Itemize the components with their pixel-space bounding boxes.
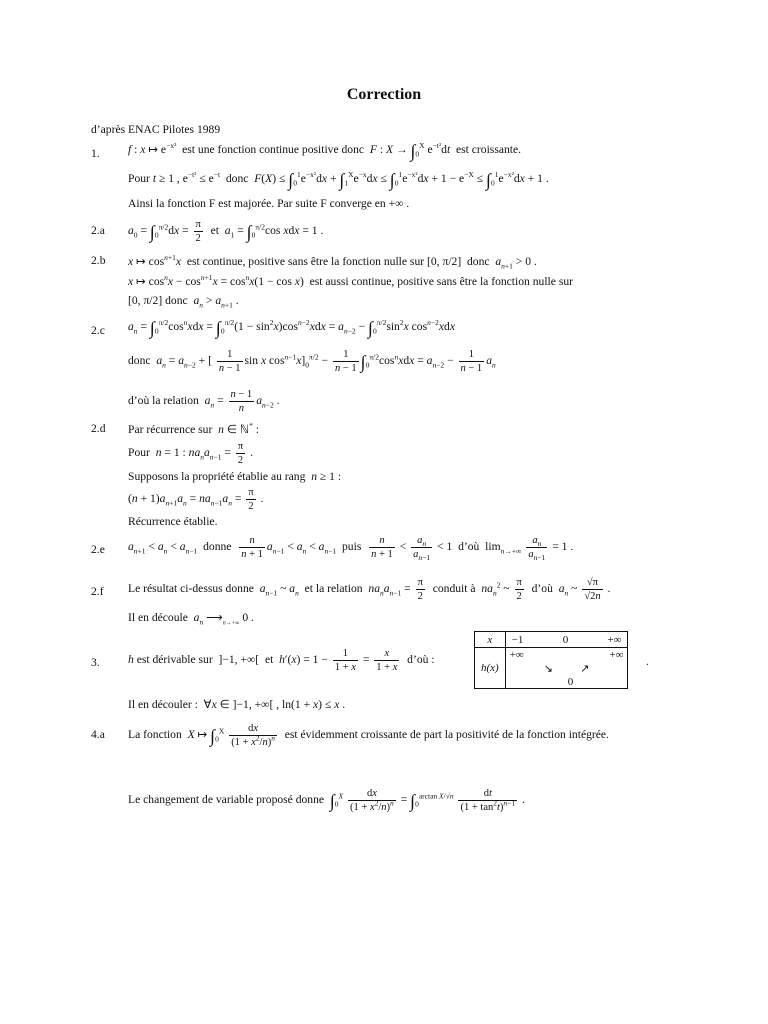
q2f-line1: Le résultat ci-dessus donne $a_{n-1}$ ~ $a_n$ et la relation $na_na_{n-1}$ = $\frac{\pi}{2}$ conduit à $na_n^2$ ~ $\frac{\pi}{2}$ d’où $a_n$ ~ $\frac{√\pi}{√2n}$ . xyxy=(128,577,611,602)
q2d-line1: Par récurrence sur n ∈ ℕ* : xyxy=(128,421,259,436)
q2c-donc: donc xyxy=(128,354,151,368)
var-x-start: −1 xyxy=(505,632,529,648)
variation-table xyxy=(474,631,628,689)
q4a-text-b: est évidemment croissante de part la positivité de la fonction intégrée. xyxy=(284,728,609,742)
q2c-relation: d’où la relation xyxy=(128,394,199,408)
q2c-line2: donc $a_n = a_{n-2}$ + [ $\frac{1}{n - 1}$ sin x $\cos^{n-1}x]_0^{\pi/2}$ − $\frac{1}{n - 1}$ $\int_0^{\pi/2}\cos^nxdx = a_{n-2}$ − $\frac{1}{n - 1}$ $a_n$ xyxy=(128,349,496,374)
q3-text-a: est dérivable sur xyxy=(136,653,213,667)
var-x-mid: 0 xyxy=(529,632,601,648)
q2d-line3: Supposons la propriété établie au rang n ≥ 1 : xyxy=(128,470,342,483)
q2a-line1: $a_0 = \int_0^{\pi/2}dx$ = $\frac{\pi}{2}$ et $a_1 = \int_0^{\pi/2}\cos$ xdx = 1 . xyxy=(128,219,324,244)
arrow-up-icon: ↗ xyxy=(580,663,590,675)
q1-line2: Pour t ≥ 1 , $e^{-t^2} \le e^{-t}$ donc $F(X) \le \int_0^1e^{-x^2}dx + \int_1^Xe^{-x}dx \le \int_0^1e^{-x^2}dx + 1 - e^{-X} \le \int_0^1e^{-x^2}dx + 1$ . xyxy=(128,170,549,190)
label-q2a: 2.a xyxy=(91,224,105,237)
q2f-line2-text: Il en découle xyxy=(128,611,188,624)
q2f-line2: Il en découle $a_n$ $⟶_{n\to+\infty}$ 0 . xyxy=(128,611,254,627)
q1-line1-text-a: est une fonction continue positive donc xyxy=(182,143,365,156)
q4a-text-a: La fonction xyxy=(128,728,182,742)
label-q2f: 2.f xyxy=(91,585,104,598)
q2f-text-b: et la relation xyxy=(304,582,363,596)
q2f-text-d: d’où xyxy=(531,582,553,596)
q2e-line1: $a_{n+1} < a_n < a_{n-1}$ donne $\frac{n}{n + 1}$ $a_{n-1} < a_n < a_{n-1}$ puis $\frac{n}{n + 1}$ < $\frac{a_n}{a_{n-1}}$ < 1 d’où $\lim_{n\to+\infty}$ $\frac{a_n}{a_{n-1}}$ = 1 . xyxy=(128,535,574,563)
q2b-line1-text-b: donc xyxy=(467,255,490,268)
q4a-line1: La fonction X ↦ $\int_0^X$ $\frac{dx}{(1 + x^2/n)^n}$ est évidemment croissante de part la positivité de la fonction intégrée. xyxy=(128,723,609,748)
q2a-et: et xyxy=(210,224,219,238)
q4a-line2-text: Le changement de variable proposé donne xyxy=(128,793,325,807)
label-q1: 1. xyxy=(91,147,100,160)
q2b-line3-text: donc xyxy=(165,294,188,307)
var-h-row xyxy=(505,648,628,689)
var-x-end: +∞ xyxy=(601,632,628,648)
q2d-line3-text: Supposons la propriété établie au rang xyxy=(128,470,306,483)
var-h-left-top: +∞ xyxy=(509,649,524,661)
q1-line1: f : x ↦ $e^{-x^2}$ est une fonction continue positive donc F : $X \to \int_0^X$ $e^{-t^2}dt$ est croissante. xyxy=(128,141,522,161)
q3-line2: Il en découler : ∀x ∈ ]−1, +∞[ , ln(1 + x) ≤ x . xyxy=(128,698,346,711)
arrow-down-icon: ↘ xyxy=(543,663,553,675)
q2b-line1: x ↦ $\cos^{n+1}x$ est continue, positive sans être la fonction nulle sur [0, π/2] donc $a_{n+1} > 0$ . xyxy=(128,253,537,271)
q2e-puis: puis xyxy=(342,540,362,554)
q4a-line2: Le changement de variable proposé donne $\int_0^X$ $\frac{dx}{(1 + x^2/n)^n}$ = $\int_0^{arctan X/√n}$ $\frac{dt}{(1 + \tan^2t)^{n-1}}$ . xyxy=(128,788,525,813)
q3-text-b: et xyxy=(264,653,274,667)
q3-text-c: d’où : xyxy=(407,653,435,667)
label-q4a: 4.a xyxy=(91,728,105,741)
table-period: . xyxy=(646,655,649,668)
q2f-text-c: conduit à xyxy=(432,582,476,596)
q2c-line3: d’où la relation $a_n$ = $\frac{n - 1}{n}$ $a_{n-2}$ . xyxy=(128,389,280,414)
q2c-line1: $a_n = \int_0^{\pi/2}\cos^nxdx = \int_0^{\pi/2}(1 - \sin^2x)\cos^{n-2}xdx = a_{n-2} - \int_0^{\pi/2}\sin^2x$ $\cos^{n-2}xdx$ xyxy=(128,318,455,338)
label-q3: 3. xyxy=(91,656,100,669)
label-q2b: 2.b xyxy=(91,254,106,267)
q2d-line1-text: Par récurrence sur xyxy=(128,423,213,436)
q1-line2-text-a: Pour xyxy=(128,172,150,185)
q2d-line5: Récurrence établie. xyxy=(128,515,218,528)
q2e-dou: d’où xyxy=(458,540,480,554)
q2d-line2-text: Pour xyxy=(128,446,150,460)
label-q2e: 2.e xyxy=(91,543,105,556)
source-note: d’après ENAC Pilotes 1989 xyxy=(91,123,221,136)
q2b-line1-text-a: est continue, positive sans être la fonction nulle sur xyxy=(186,255,425,268)
q3-line1: h est dérivable sur ]−1, +∞[ et h′(x) = 1 − $\frac{1}{1 + x}$ = $\frac{x}{1 + x}$ d’où : xyxy=(128,648,435,673)
q3-line2-text: Il en découler : xyxy=(128,698,198,711)
q1-line1-text-b: est croissante. xyxy=(456,143,522,156)
page-title: Correction xyxy=(346,86,422,103)
q2d-line4: $(n + 1)a_{n+1}a_n = na_{n-1}a_n$ = $\frac{\pi}{2}$ . xyxy=(128,487,264,512)
q2b-line2: x ↦ $\cos^nx - \cos^{n+1}x = \cos^nx(1 - \cos x)$ est aussi continue, positive sans être la fonction nulle sur xyxy=(128,273,573,288)
var-h-right-top: +∞ xyxy=(609,649,624,661)
q2f-text-a: Le résultat ci-dessus donne xyxy=(128,582,254,596)
var-h-min: 0 xyxy=(567,676,574,688)
q1-line3: Ainsi la fonction F est majorée. Par suite F converge en +∞ . xyxy=(128,197,410,210)
q2e-donne: donne xyxy=(203,540,232,554)
label-q2c: 2.c xyxy=(91,324,105,337)
var-x: x xyxy=(475,632,506,648)
q2d-line2: Pour n = 1 : $na_na_{n-1}$ = $\frac{\pi}{2}$ . xyxy=(128,441,253,466)
q2b-line3: [0, π/2] donc $a_n > a_{n+1}$ . xyxy=(128,294,239,310)
var-h-label: h(x) xyxy=(475,648,506,689)
q2b-line2-text: est aussi continue, positive sans être la fonction nulle sur xyxy=(309,275,573,288)
label-q2d: 2.d xyxy=(91,422,106,435)
q1-line2-text-b: donc xyxy=(225,172,249,185)
